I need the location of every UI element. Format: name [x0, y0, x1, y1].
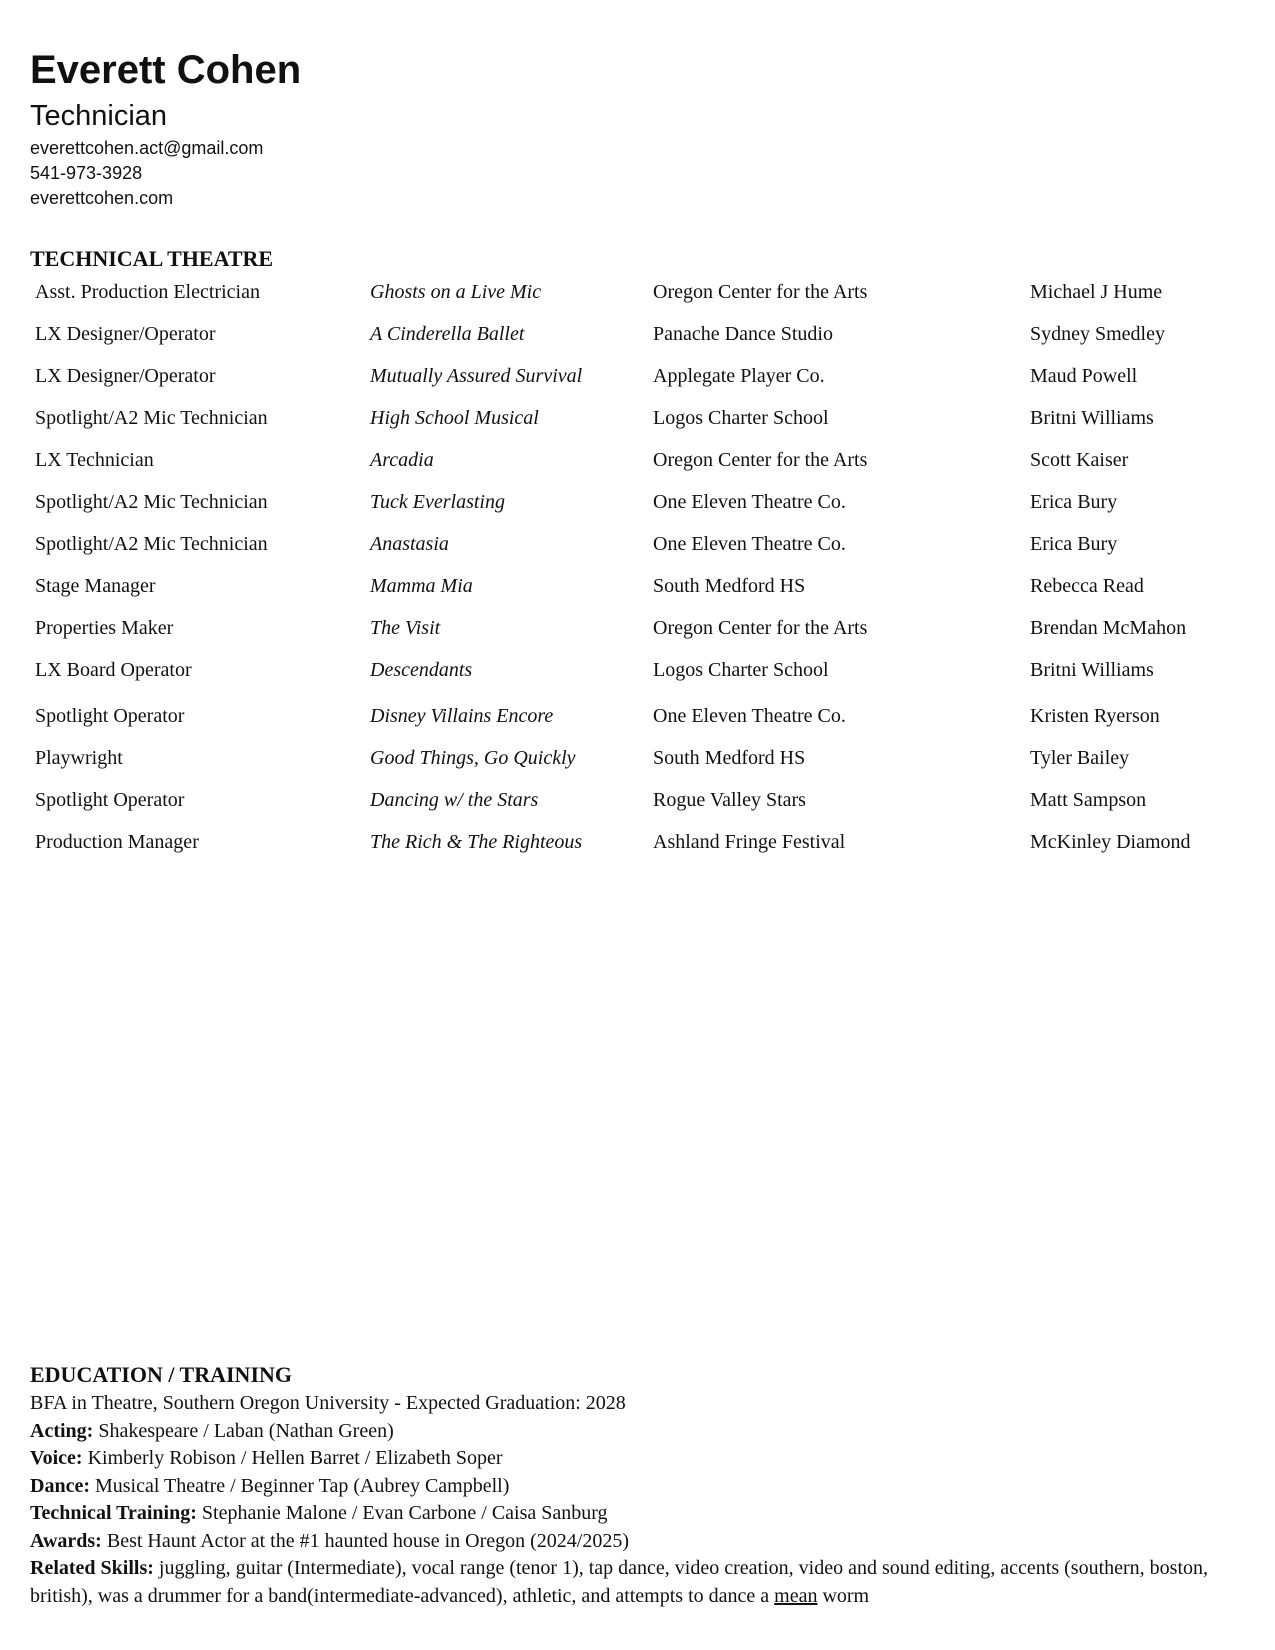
related-skills-text: juggling, guitar (Intermediate), vocal range (tenor 1), tap dance, video creation, video and sound editing, accents (southern, boston, british), was a drummer for a band(intermediate-advanced), athletic, and attempts to dance a — [30, 1557, 1209, 1607]
technical-training-label: Technical Training: — [30, 1502, 197, 1524]
credit-row — [35, 321, 1255, 363]
credit-show: Descendants — [370, 659, 473, 681]
credit-role: LX Designer/Operator — [35, 323, 216, 345]
technical-theatre-heading: TECHNICAL THEATRE — [30, 246, 274, 271]
credit-director: Michael J Hume — [1030, 281, 1163, 303]
credit-show: Disney Villains Encore — [370, 705, 554, 727]
credit-show: Arcadia — [370, 449, 434, 471]
credit-role: Spotlight Operator — [35, 705, 185, 727]
related-skills-line — [30, 1555, 1230, 1610]
credit-venue: South Medford HS — [653, 747, 806, 769]
acting-text: Shakespeare / Laban (Nathan Green) — [98, 1419, 394, 1442]
awards-text: Best Haunt Actor at the #1 haunted house in Oregon (2024/2025) — [106, 1529, 629, 1552]
voice-line — [30, 1445, 1230, 1473]
credit-role: Spotlight/A2 Mic Technician — [35, 491, 268, 513]
credit-director: Rebecca Read — [1030, 575, 1144, 597]
credit-director: Brendan McMahon — [1030, 617, 1187, 639]
credit-director: Erica Bury — [1030, 491, 1118, 513]
credit-director: Sydney Smedley — [1030, 323, 1165, 345]
credit-row — [35, 405, 1255, 447]
credit-row — [35, 745, 1255, 787]
credit-director: Maud Powell — [1030, 365, 1138, 387]
credit-role: LX Board Operator — [35, 659, 192, 681]
credit-venue: Panache Dance Studio — [653, 323, 833, 345]
technical-training-line — [30, 1500, 1230, 1528]
credit-row — [35, 447, 1255, 489]
credit-venue: One Eleven Theatre Co. — [653, 533, 846, 555]
related-skills-end: worm — [822, 1584, 870, 1607]
role-title: Technician — [30, 100, 168, 132]
awards-label: Awards: — [30, 1529, 102, 1552]
voice-text: Kimberly Robison / Hellen Barret / Elizabeth Soper — [87, 1447, 503, 1469]
credit-venue: Ashland Fringe Festival — [653, 831, 846, 853]
credit-show: Good Things, Go Quickly — [370, 747, 576, 769]
credit-role: Production Manager — [35, 831, 199, 853]
dance-line — [30, 1473, 1230, 1501]
credit-director: Tyler Bailey — [1030, 747, 1130, 769]
credit-row — [35, 703, 1255, 745]
education-heading: EDUCATION / TRAINING — [30, 1362, 293, 1387]
name-heading: Everett Cohen — [30, 48, 302, 92]
related-skills-underlined: mean — [774, 1584, 818, 1607]
credit-venue: One Eleven Theatre Co. — [653, 491, 846, 513]
credit-venue: Oregon Center for the Arts — [653, 617, 868, 639]
credit-role: Stage Manager — [35, 575, 156, 597]
technical-training-text: Stephanie Malone / Evan Carbone / Caisa Sanburg — [201, 1502, 608, 1524]
credit-director: Britni Williams — [1030, 659, 1154, 681]
credit-director: Kristen Ryerson — [1030, 705, 1160, 727]
credit-venue: Oregon Center for the Arts — [653, 281, 868, 303]
credit-venue: Applegate Player Co. — [653, 365, 825, 387]
credit-show: Dancing w/ the Stars — [370, 789, 539, 811]
credit-role: Playwright — [35, 747, 123, 769]
credit-director: McKinley Diamond — [1030, 831, 1191, 853]
credit-show: Mamma Mia — [370, 575, 473, 597]
credit-role: Asst. Production Electrician — [35, 281, 260, 303]
credit-show: Mutually Assured Survival — [370, 365, 583, 387]
education-section — [30, 1390, 1230, 1610]
credit-venue: Logos Charter School — [653, 659, 829, 681]
website-text: everettcohen.com — [30, 188, 174, 208]
related-skills-label: Related Skills: — [30, 1557, 154, 1579]
credit-show: Anastasia — [370, 533, 449, 555]
credit-role: LX Designer/Operator — [35, 365, 216, 387]
credit-row — [35, 363, 1255, 405]
credit-row — [35, 787, 1255, 829]
credit-row — [35, 531, 1255, 573]
credit-director: Britni Williams — [1030, 407, 1154, 429]
credit-venue: South Medford HS — [653, 575, 806, 597]
credits-table — [35, 279, 1255, 871]
voice-label: Voice: — [30, 1447, 83, 1469]
credit-director: Matt Sampson — [1030, 789, 1147, 811]
dance-label: Dance: — [30, 1474, 90, 1497]
credit-venue: One Eleven Theatre Co. — [653, 705, 846, 727]
credit-row — [35, 615, 1255, 657]
awards-line — [30, 1528, 1230, 1556]
credit-role: Spotlight Operator — [35, 789, 185, 811]
credit-show: The Rich & The Righteous — [370, 831, 583, 853]
email-text: everettcohen.act@gmail.com — [30, 138, 264, 158]
credit-role: LX Technician — [35, 449, 154, 471]
credit-venue: Rogue Valley Stars — [653, 789, 806, 811]
credit-role: Spotlight/A2 Mic Technician — [35, 407, 268, 429]
credit-venue: Oregon Center for the Arts — [653, 449, 868, 471]
credit-role: Properties Maker — [35, 617, 174, 639]
credit-role: Spotlight/A2 Mic Technician — [35, 533, 268, 555]
credit-row — [35, 279, 1255, 321]
credit-row — [35, 573, 1255, 615]
credit-director: Scott Kaiser — [1030, 449, 1129, 471]
resume-header — [30, 44, 301, 211]
credit-show: A Cinderella Ballet — [370, 323, 525, 345]
credit-show: The Visit — [370, 617, 441, 639]
credit-director: Erica Bury — [1030, 533, 1118, 555]
dance-text: Musical Theatre / Beginner Tap (Aubrey Campbell) — [94, 1474, 510, 1497]
credit-show: Tuck Everlasting — [370, 491, 505, 513]
degree-line: BFA in Theatre, Southern Oregon University - Expected Graduation: 2028 — [30, 1392, 626, 1414]
acting-line — [30, 1418, 1230, 1446]
credit-row — [35, 657, 1255, 703]
credit-row — [35, 829, 1255, 871]
credit-row — [35, 489, 1255, 531]
phone-text: 541-973-3928 — [30, 163, 143, 183]
credit-show: Ghosts on a Live Mic — [370, 281, 542, 303]
credit-venue: Logos Charter School — [653, 407, 829, 429]
credit-show: High School Musical — [370, 407, 539, 429]
acting-label: Acting: — [30, 1419, 94, 1442]
